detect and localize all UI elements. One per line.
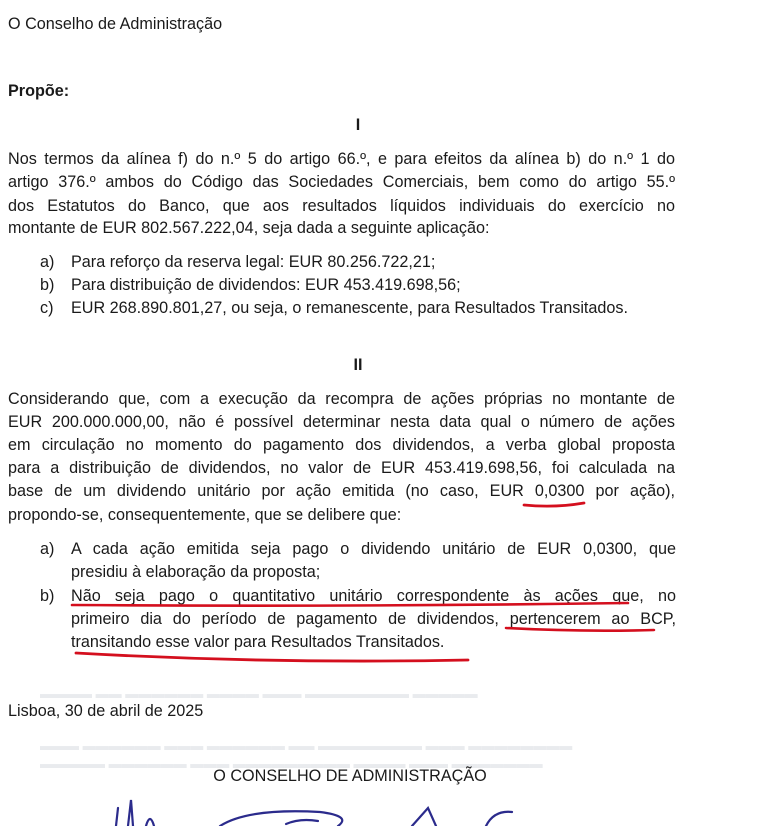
proposes-heading: Propõe: — [8, 82, 70, 100]
section-one-paragraph-line: Nos termos da alínea f) do n.º 5 do artigo 66.º, e para efeitos da alínea b) do n.º 1 do — [8, 150, 675, 168]
place-date: Lisboa, 30 de abril de 2025 — [8, 702, 204, 720]
section-one-paragraph-line: artigo 376.º ambos do Código das Sociedades Comerciais, bem como do artigo 55.º — [8, 173, 675, 191]
section-one-paragraph-line: montante de EUR 802.567.222,04, seja dada a seguinte aplicação: — [8, 219, 490, 237]
signatory-title: O CONSELHO DE ADMINISTRAÇÃO — [213, 767, 487, 785]
signature-marks — [116, 800, 512, 826]
section-two-item-a-line: A cada ação emitida seja pago o dividendo unitário de EUR 0,0300, que — [71, 540, 676, 558]
section-two-item-b-line: transitando esse valor para Resultados Transitados. — [71, 633, 445, 651]
section-one-paragraph-line: dos Estatutos do Banco, que aos resultados líquidos individuais do exercício no — [8, 197, 675, 215]
section-two-paragraph-line: para a distribuição de dividendos, no valor de EUR 453.419.698,56, foi calculada na — [8, 459, 675, 477]
item-text: Para distribuição de dividendos: EUR 453.419.698,56; — [71, 276, 461, 294]
section-two-paragraph-line: Considerando que, com a execução da recompra de ações próprias no montante de — [8, 390, 675, 408]
item-text: Para reforço da reserva legal: EUR 80.256.722,21; — [71, 253, 436, 271]
item-label: a) — [40, 540, 55, 558]
section-two-item-b-line: primeiro dia do período de pagamento de dividendos, pertencerem ao BCP, — [71, 610, 676, 628]
item-label: c) — [40, 299, 54, 317]
section-one-numeral: I — [355, 116, 361, 134]
underline-dividend-value — [524, 503, 584, 506]
bleed-through-text: ▬▬▬ ▬▬▬▬▬▬ ▬▬▬ ▬▬▬▬▬▬ ▬▬ ▬▬▬▬▬▬▬▬ ▬▬▬ ▬▬▬▬▬▬▬▬ — [40, 738, 573, 753]
item-label: b) — [40, 587, 55, 605]
item-label: a) — [40, 253, 55, 271]
bleed-through-text: ▬▬▬▬ ▬▬ ▬▬▬▬▬▬ ▬▬▬▬ ▬▬▬ ▬▬▬▬▬▬▬▬ ▬▬▬▬▬ — [40, 686, 478, 701]
section-two-paragraph-line: EUR 200.000.000,00, não é possível determinar nesta data qual o número de ações — [8, 413, 675, 431]
section-two-numeral: II — [353, 356, 363, 374]
item-text: EUR 268.890.801,27, ou seja, o remanescente, para Resultados Transitados. — [71, 299, 629, 317]
item-label: b) — [40, 276, 55, 294]
section-two-paragraph-line: base de um dividendo unitário por ação emitida (no caso, EUR 0,0300 por ação), — [8, 482, 675, 500]
section-two-paragraph-line: em circulação no momento do pagamento dos dividendos, a verba global proposta — [8, 436, 675, 454]
underline-transit — [76, 653, 468, 661]
bleed-through-text: ▬▬▬▬▬ ▬▬▬▬▬▬ ▬▬▬ ▬▬▬▬▬▬▬▬▬ ▬▬▬▬ ▬▬▬ ▬▬▬▬▬▬▬ — [40, 756, 543, 771]
section-two-item-a-line: presidiu à elaboração da proposta; — [71, 563, 321, 581]
section-two-item-b-line: Não seja pago o quantitativo unitário correspondente às ações que, no — [71, 587, 676, 605]
intro-line: O Conselho de Administração — [8, 15, 223, 33]
section-two-paragraph-line: propondo-se, consequentemente, que se delibere que: — [8, 506, 402, 524]
